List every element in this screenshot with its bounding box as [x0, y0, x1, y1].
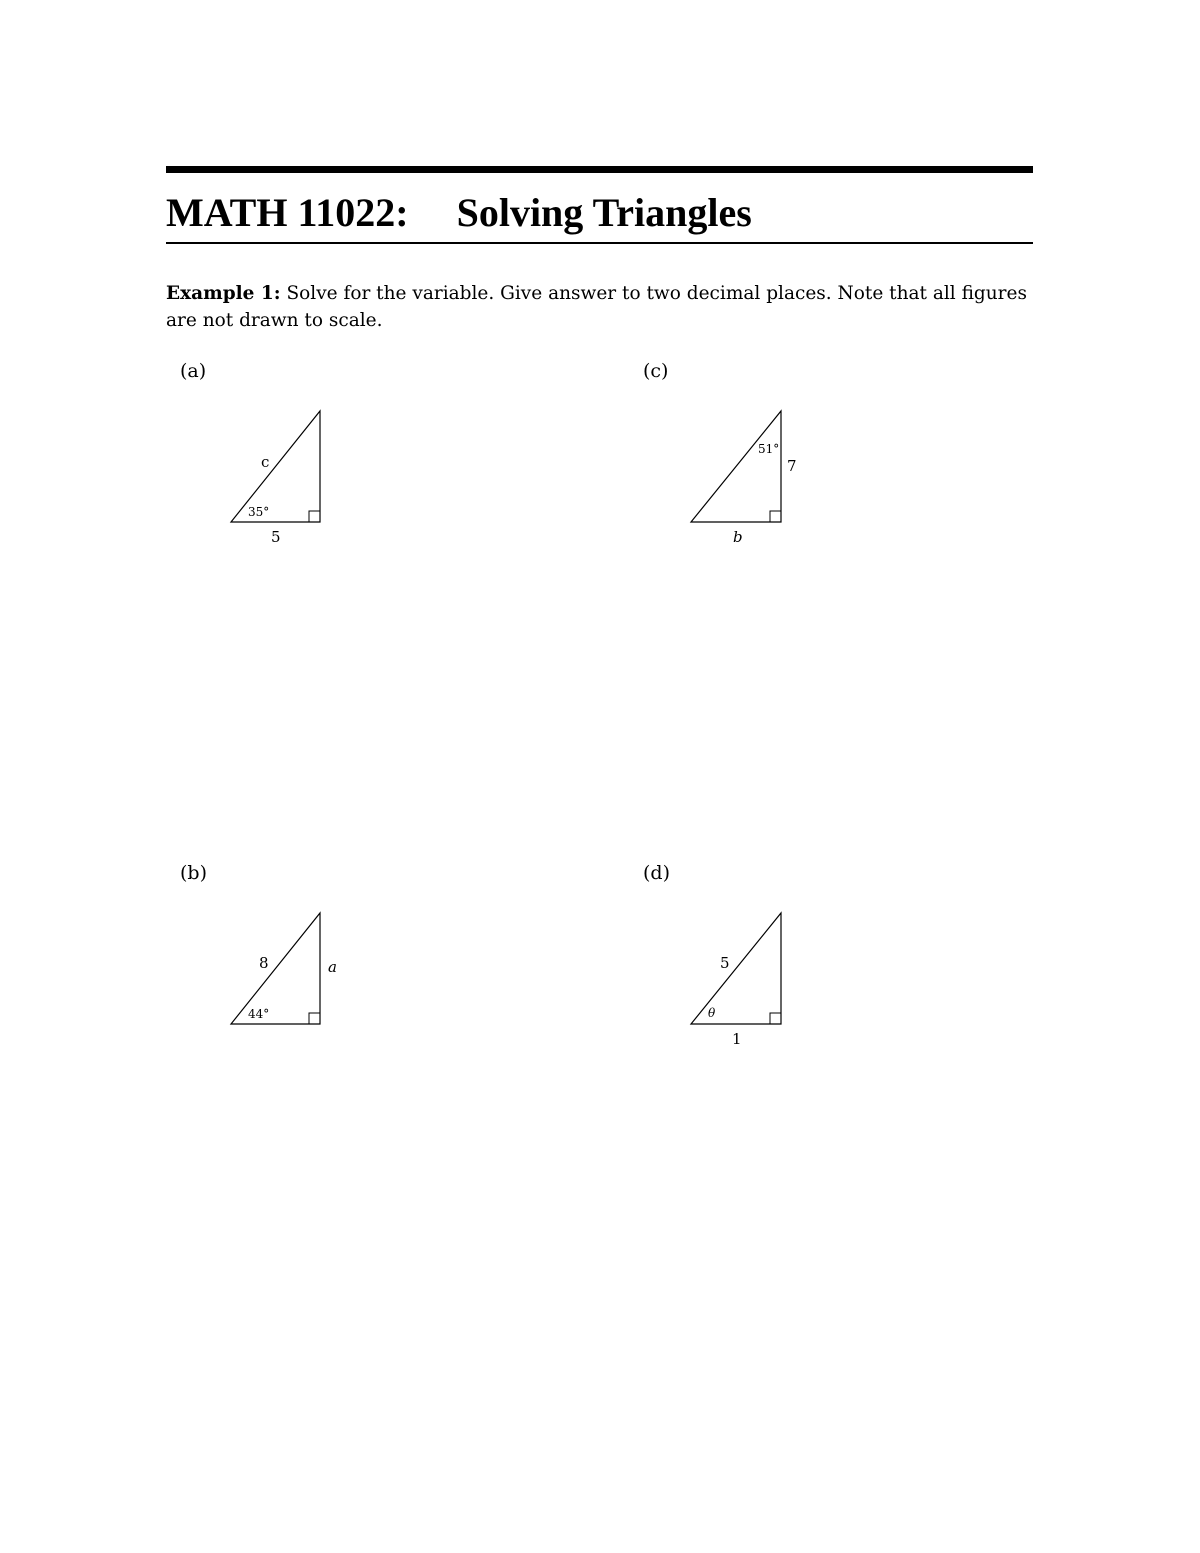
- problem-d-label: (d): [643, 862, 670, 884]
- example-label: Example 1:: [166, 283, 281, 304]
- course-code: MATH 11022:: [166, 190, 409, 235]
- triangle-c-base: b: [733, 528, 743, 546]
- triangle-c: [680, 400, 820, 550]
- topic-title: Solving Triangles: [456, 190, 752, 235]
- top-rule: [166, 166, 1033, 173]
- triangle-a-angle: 35°: [248, 505, 270, 519]
- triangle-b: [220, 902, 360, 1052]
- problem-c-label: (c): [643, 360, 669, 382]
- problem-a-label: (a): [180, 360, 207, 382]
- triangle-b-angle: 44°: [248, 1007, 270, 1021]
- triangle-c-side: 7: [787, 457, 797, 475]
- example-instructions: [166, 280, 1033, 334]
- triangle-c-angle: 51°: [758, 442, 780, 456]
- page-title: [166, 188, 752, 238]
- title-rule: [166, 242, 1033, 244]
- triangle-b-side: a: [328, 958, 337, 976]
- example-text: Solve for the variable. Give answer to two decimal places. Note that all figures are not drawn to scale.: [166, 283, 1027, 331]
- triangle-d: [680, 902, 820, 1052]
- triangle-a-hyp: c: [261, 453, 270, 471]
- problem-b-label: (b): [180, 862, 207, 884]
- triangle-a-base: 5: [271, 528, 281, 546]
- triangle-d-base: 1: [732, 1030, 742, 1048]
- triangle-d-angle: θ: [708, 1006, 716, 1020]
- triangle-d-hyp: 5: [720, 954, 730, 972]
- triangle-b-hyp: 8: [259, 954, 269, 972]
- triangle-a: [220, 400, 360, 550]
